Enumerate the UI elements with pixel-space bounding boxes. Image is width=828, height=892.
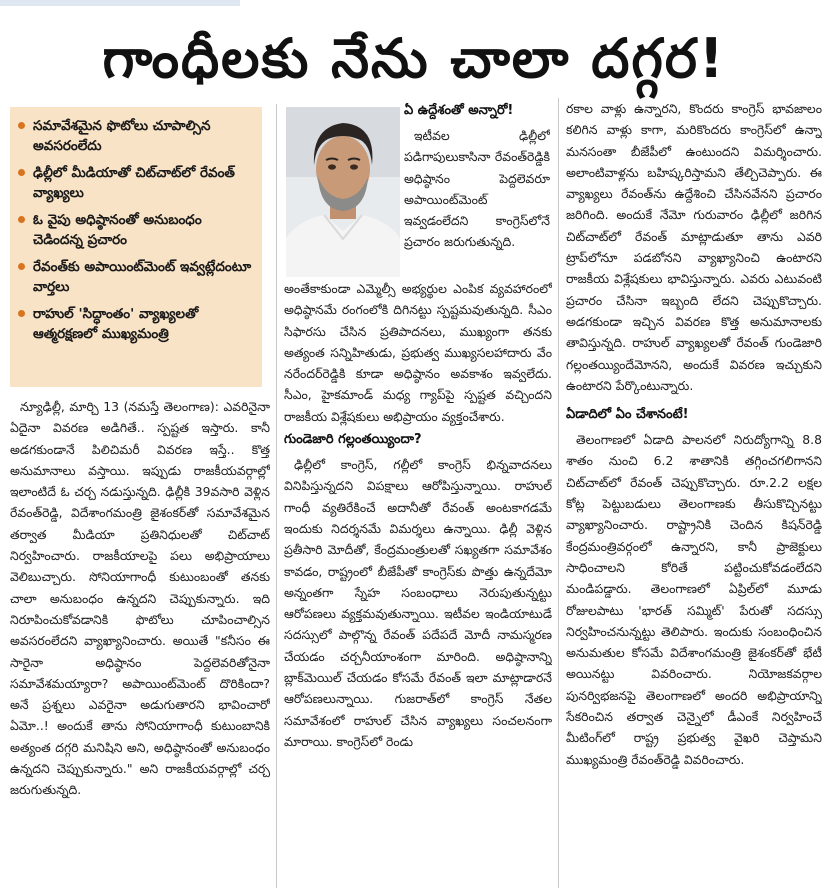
portrait-photo [286, 107, 400, 277]
body-paragraph: ఇటీవల ఢిల్లీలో పడిగాపులుకాసినా రేవంత్‌రెడ్డికి అధిష్ఠానం పెద్దలెవరూ అపాయింట్‌మెంట్ ఇవ్వడంలేదని కాంగ్రెస్‌లోనే ప్రచారం జరుగుతున్నది. [404, 128, 550, 250]
bullet-icon [18, 122, 25, 129]
body-paragraph: న్యూఢిల్లీ, మార్చి 13 (నమస్తే తెలంగాణ): ఎవరినైనా ఏదైనా వివరణ అడిగితే.. స్పష్టత ఇస్తారు. కానీ అడగకుండానే పిలిచిమరీ వివరణ ఇస్తే.. కొత్త అనుమానాలు వస్తాయి. ఇప్పుడు రాజకీయవర్గాల్లో ఇలాంటిదే ఓ చర్చ నడుస్తున్నది. ఢిల్లీకి 39వసారి వెళ్లిన రేవంత్‌రెడ్డి, విదేశాంగమంత్రి జైశంకర్‌తో సమావేశమైన తర్వాత మీడియా ప్రతినిధులతో చిట్‌చాట్ నిర్వహించారు. రాజకీయాలపై పలు అభిప్రాయాలు వెలిబుచ్చారు. సోనియాగాంధీ కుటుంబంతో తనకు చాలా అనుబంధం ఉన్నదని చెప్పుకున్నారు. ఇది నిరూపించుకోవడానికి ఫొటోలు చూపించాల్సిన అవసరంలేదని వ్యాఖ్యానించారు. అయితే "కనీసం ఈ సారైనా అధిష్ఠానం పెద్దలెవరితోనైనా సమావేశమయ్యారా? అపాయింట్‌మెంట్ దొరికిందా? అనే ప్రశ్నలు ఎవరైనా అడుగుతారని భావించారో ఏమో..! అందుకే తాను సోనియాగాంధీ కుటుంబానికి అత్యంత దగ్గరి మనిషిని అని, అధిష్ఠానంతో అనుబంధం ఉన్నదని చెప్పుకున్నారు." అని రాజకీయవర్గాల్లో చర్చ జరుగుతున్నది. [10, 399, 270, 798]
highlight-text: రేవంత్‌కు అపాయింట్‌మెంట్ ఇవ్వట్లేదంటూ వార్తలు [33, 259, 252, 295]
highlight-text: ఢిల్లీలో మీడియాతో చిట్‌చాట్‌లో రేవంత్ వ్యాఖ్యలు [33, 165, 235, 201]
section-heading: గుండెజారి గల్లంతయ్యిందా? [284, 432, 422, 448]
article-column-2-top [404, 98, 550, 278]
body-paragraph: అంతేకాకుండా ఎమ్మెల్సీ అభ్యర్థుల ఎంపిక వ్యవహారంలో అధిష్ఠానమే రంగంలోకి దిగినట్టు స్పష్టమవుతున్నది. సీఎం సిఫారసు చేసిన ప్రతిపాదనలు, ముఖ్యంగా తనకు అత్యంత సన్నిహితుడు, ప్రభుత్వ ముఖ్యసలహాదారు వేం నరేందర్‌రెడ్డికి కూడా అధిష్ఠానం అవకాశం ఇవ్వలేదు. సీఎం, హైకమాండ్ మధ్య గ్యాప్‌పై స్పష్టత వచ్చిందని రాజకీయ విశ్లేషకులు అభిప్రాయం వ్యక్తంచేశారు. [284, 281, 552, 424]
highlight-item [18, 257, 256, 297]
bullet-icon [18, 169, 25, 176]
highlight-item [18, 210, 256, 250]
column-rule [276, 104, 277, 888]
highlight-item [18, 116, 256, 156]
bullet-icon [18, 216, 25, 223]
highlight-item [18, 163, 256, 203]
section-heading: ఏడాదిలో ఏం చేశానంటే! [566, 407, 689, 423]
article-column-1 [10, 396, 270, 886]
highlights-box [10, 107, 262, 387]
highlight-item [18, 304, 256, 344]
highlight-text: ఓ వైపు అధిష్ఠానంతో అనుబంధం చెడిందన్న ప్రచారం [33, 212, 202, 248]
column-rule [558, 98, 559, 888]
headline: గాంధీలకు నేను చాలా దగ్గర! [102, 27, 726, 90]
top-banner-strip [0, 0, 240, 6]
bullet-icon [18, 263, 25, 270]
highlight-text: రాహుల్ 'సిద్ధాంతం' వ్యాఖ్యలతో ఆత్మరక్షణలో ముఖ్యమంత్రి [33, 306, 199, 342]
article-column-3 [566, 98, 822, 888]
portrait-image [286, 107, 400, 277]
bullet-icon [18, 310, 25, 317]
highlight-text: సమావేశమైన ఫొటోలు చూపాల్సిన అవసరంలేదు [33, 118, 211, 154]
body-paragraph: ఢిల్లీలో కాంగ్రెస్, గల్లీలో కాంగ్రెస్ భిన్నవాదనలు వినిపిస్తున్నదని విపక్షాలు ఆరోపిస్తున్నాయి. రాహుల్ గాంధీ వ్యతిరేకించే అదానీతో రేవంత్ అంటకాగడమే ఇందుకు నిదర్శనమే విమర్శలు ఉన్నాయి. ఢిల్లీ వెళ్లిన ప్రతీసారి మోదీతో, కేంద్రమంత్రులతో సఖ్యతగా సమావేశం కావడం, రాష్ట్రంలో బీజేపీతో కాంగ్రెస్‌కు పొత్తు ఉన్నదేమో అన్నంతగా స్నేహ సంబంధాలు నెరుపుతున్నట్టు ఆరోపణలు వ్యక్తమవుతున్నాయి. ఇటీవల ఇండియాటుడే సదస్సులో పాల్గొన్న రేవంత్ పదేపదే మోదీ నామస్మరణ చేయడం చర్చనీయాంశంగా మారింది. అధిష్ఠానాన్ని బ్లాక్‌మెయిల్ చేయడం కోసమే రేవంత్ ఇలా మాట్లాడారనే ఆరోపణలున్నాయి. గుజరాత్‌లో కాంగ్రెస్ నేతల సమావేశంలో రాహుల్ చేసిన వ్యాఖ్యలు సంచలనంగా మారాయి. కాంగ్రెస్‌లో రెండు [284, 457, 552, 749]
body-paragraph: రకాల వాళ్లు ఉన్నారని, కొందరు కాంగ్రెస్ భావజాలం కలిగిన వాళ్లు కాగా, మరికొందరు కాంగ్రెస్‌లో ఉన్నా మనసంతా బీజేపీలో ఉంటుందని విమర్శించారు. అలాంటివాళ్లను బహిష్కరిస్తామని తేల్చిచెప్పారు. ఈ వ్యాఖ్యలు రేవంత్‌ను ఉద్దేశించి చేసినవేనని ప్రచారం జరిగింది. అందుకే నేమో గురువారం ఢిల్లీలో జరిగిన చిట్‌చాట్‌లో రేవంత్ మాట్లాడుతూ తాను ఎవరి ట్రాప్‌లోనూ పడబోనని వ్యాఖ్యానించి ఉంటారని రాజకీయ విశ్లేషకులు భావిస్తున్నారు. ఎవరు ఎటువంటి ప్రచారం చేసినా ఇబ్బంది లేదని చెప్పుకొచ్చారు. అడగకుండా ఇచ్చిన వివరణ కొత్త అనుమానాలకు తావిస్తున్నది. రాహుల్ వ్యాఖ్యలతో రేవంత్ గుండెజారి గల్లంతయ్యిందేమోనని, అందుకే వివరణ ఇచ్చుకుని ఉంటారని పేర్కొంటున్నారు. [566, 101, 822, 393]
body-paragraph: తెలంగాణలో ఏడాది పాలనలో నిరుద్యోగాన్ని 8.8 శాతం నుంచి 6.2 శాతానికి తగ్గించగలిగానని చిట్‌చాట్‌లో రేవంత్ చెప్పుకొచ్చారు. రూ.2.2 లక్షల కోట్ల పెట్టుబడులు తెలంగాణకు తీసుకొచ్చినట్టు వ్యాఖ్యానించారు. రాష్ట్రానికి చెందిన కిషన్‌రెడ్డి కేంద్రమంత్రివర్గంలో ఉన్నారని, కానీ ప్రాజెక్టులు సాధించాలని కోరితే పట్టించుకోవడంలేదని మండిపడ్డారు. తెలంగాణలో ఏప్రిల్‌లో మూడు రోజులపాటు 'భారత్ సమ్మిట్' పేరుతో సదస్సు నిర్వహించనున్నట్టు తెలిపారు. ఇందుకు సంబంధించిన అనుమతుల కోసమే విదేశాంగమంత్రి జైశంకర్‌తో భేటీ అయినట్టు వివరించారు. నియోజకవర్గాల పునర్విభజనపై తెలంగాణలో అందరి అభిప్రాయాన్ని సేకరించిన తర్వాత చెన్నైలో డీఎంకే నిర్వహించే మీటింగ్‌లో రాష్ట్ర ప్రభుత్వ వైఖరి చెప్తామని ముఖ్యమంత్రి రేవంత్‌రెడ్డి వివరించారు. [566, 432, 822, 767]
article-column-2 [284, 278, 552, 888]
section-heading: ఏ ఉద్దేశంతో అన్నారో! [404, 103, 514, 118]
